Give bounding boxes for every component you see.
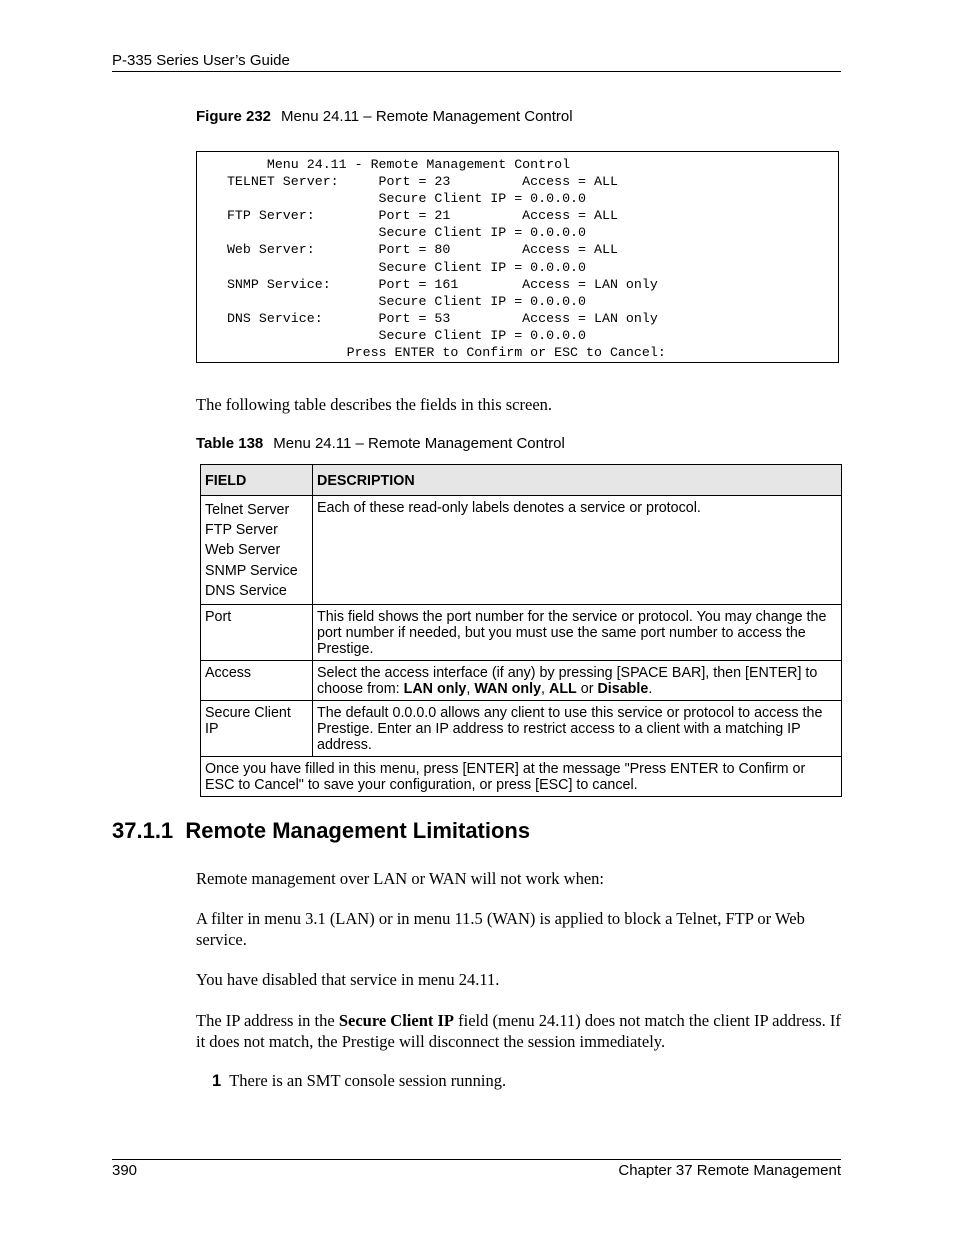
separator: , bbox=[466, 681, 475, 698]
running-header: P-335 Series User’s Guide bbox=[112, 52, 290, 69]
table-row bbox=[201, 757, 842, 797]
field-secure-client-ip: Secure Client IP bbox=[201, 701, 313, 757]
table-header-row bbox=[201, 465, 842, 496]
console-text: Menu 24.11 - Remote Management Control TELNET Server: Port = 23 Access = ALL Secure Client IP = 0.0.0.0 FTP Server: Port = 21 Access = ALL Secure Client IP = 0.0.0.0 Web Server: Port = 80 Access = ALL Secure Client IP = 0.0.0.0 SNMP Service: Port = 161 Access = LAN only Secure Client IP = 0.0.0.0 DNS Service: Port = 53 Access = LAN only Secure Client IP = 0.0.0.0 Press ENTER to Confirm or ESC to Cancel: bbox=[226, 157, 666, 361]
field-web-server: Web Server bbox=[205, 542, 281, 559]
paragraph-4 bbox=[196, 1011, 841, 1052]
paragraph-3: You have disabled that service in menu 24.11. bbox=[196, 970, 500, 989]
paragraph-2: A filter in menu 3.1 (LAN) or in menu 11.5 (WAN) is applied to block a Telnet, FTP or Web service. bbox=[196, 909, 805, 949]
console-screen bbox=[196, 151, 839, 363]
field-port: Port bbox=[201, 605, 313, 661]
field-description-table bbox=[200, 464, 842, 797]
option-wan-only: WAN only bbox=[474, 681, 542, 698]
footer-rule bbox=[112, 1159, 841, 1160]
header-rule bbox=[112, 71, 841, 72]
field-access: Access bbox=[201, 661, 313, 701]
field-cell bbox=[201, 496, 313, 605]
description-port: This field shows the port number for the service or protocol. You may change the port number if needed, but you must use the same port number to access the Prestige. bbox=[313, 605, 842, 661]
section-heading: 37.1.1 Remote Management Limitations bbox=[112, 818, 531, 843]
figure-caption bbox=[196, 108, 573, 125]
figure-label: Figure 232 bbox=[196, 108, 272, 125]
table-row bbox=[201, 661, 842, 701]
field-snmp-service: SNMP Service bbox=[205, 562, 298, 579]
header-field: FIELD bbox=[201, 465, 313, 496]
separator: . bbox=[648, 681, 653, 698]
numbered-item bbox=[212, 1071, 506, 1091]
item-number: 1 bbox=[212, 1072, 222, 1090]
description-cell: Each of these read-only labels denotes a service or protocol. bbox=[313, 496, 842, 605]
access-desc-text: Select the access interface (if any) by pressing [SPACE BAR], then [ENTER] to choose from: bbox=[317, 665, 818, 698]
header-description: DESCRIPTION bbox=[313, 465, 842, 496]
field-telnet-server: Telnet Server bbox=[205, 502, 290, 518]
intro-paragraph: The following table describes the fields in this screen. bbox=[196, 395, 553, 414]
separator: , bbox=[541, 681, 549, 698]
table-caption bbox=[196, 435, 565, 452]
field-ftp-server: FTP Server bbox=[205, 522, 278, 539]
paragraph-4-text: The IP address in the bbox=[196, 1011, 339, 1030]
table-row bbox=[201, 496, 842, 605]
item-text: There is an SMT console session running. bbox=[229, 1071, 507, 1090]
option-all: ALL bbox=[549, 681, 577, 698]
separator: or bbox=[576, 681, 598, 698]
secure-client-ip-term: Secure Client IP bbox=[338, 1011, 454, 1030]
description-secure-client-ip: The default 0.0.0.0 allows any client to use this service or protocol to access the Prestige. Enter an IP address to restrict access to a client with a matching IP address. bbox=[313, 701, 842, 757]
description-access bbox=[313, 661, 842, 701]
figure-title: Menu 24.11 – Remote Management Control bbox=[281, 108, 573, 125]
field-dns-service: DNS Service bbox=[205, 582, 287, 599]
option-disable: Disable bbox=[597, 681, 649, 698]
paragraph-4-text: field (menu 24.11) does not match the client IP address. If it does not match, the Prestige will disconnect the session immediately. bbox=[196, 1011, 841, 1051]
chapter-title: Chapter 37 Remote Management bbox=[618, 1162, 841, 1179]
table-label: Table 138 bbox=[196, 435, 264, 452]
paragraph-1: Remote management over LAN or WAN will not work when: bbox=[196, 869, 604, 888]
table-footer-note: Once you have filled in this menu, press [ENTER] at the message "Press ENTER to Confirm or ESC to Cancel" to save your configuration, or press [ESC] to cancel. bbox=[201, 757, 842, 797]
page-number: 390 bbox=[112, 1162, 138, 1179]
option-lan-only: LAN only bbox=[403, 681, 467, 698]
table-row bbox=[201, 701, 842, 757]
table-row bbox=[201, 605, 842, 661]
table-title: Menu 24.11 – Remote Management Control bbox=[273, 435, 565, 452]
